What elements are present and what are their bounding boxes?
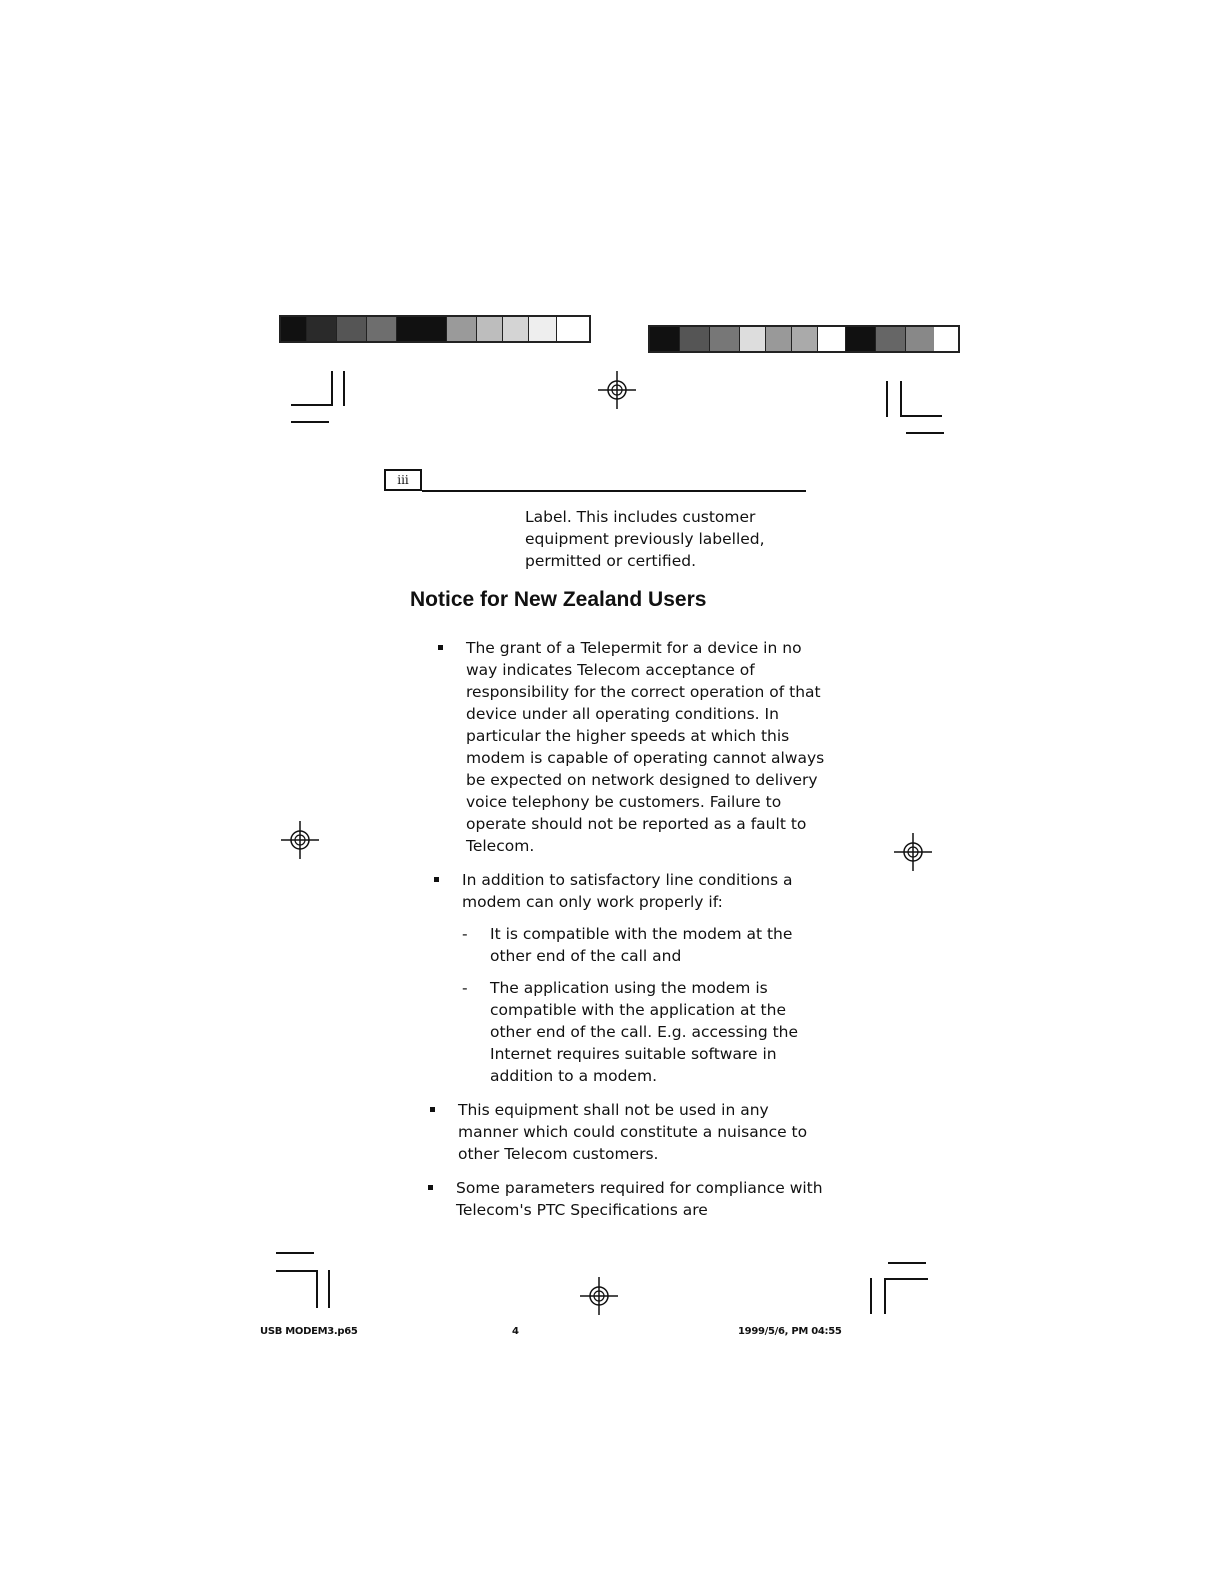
list-item (430, 637, 830, 857)
crop-mark-bottom-right (884, 1278, 928, 1280)
crop-mark-top-left (343, 371, 345, 406)
color-bar-right (648, 325, 960, 353)
sub-list-item (462, 923, 830, 967)
registration-mark-icon (580, 1277, 618, 1315)
crop-mark-top-right (900, 415, 942, 417)
crop-mark-bottom-right (870, 1278, 872, 1314)
crop-mark-top-right (906, 432, 944, 434)
crop-mark-bottom-left (276, 1252, 314, 1254)
crop-mark-bottom-left (276, 1270, 318, 1272)
list-item-text: In addition to satisfactory line conditions a modem can only work properly if: (462, 871, 793, 911)
sub-list-item-text: It is compatible with the modem at the other end of the call and (490, 925, 793, 965)
registration-mark-icon (894, 833, 932, 871)
sub-list-item-text: The application using the modem is compatible with the application at the other end of the call. E.g. accessing the Internet requires suitable software in addition to a modem. (490, 979, 799, 1085)
sub-list-item (462, 977, 830, 1087)
notice-list (430, 637, 830, 1233)
footer-timestamp: 1999/5/6, PM 04:55 (738, 1326, 842, 1337)
dash-icon: - (462, 979, 468, 997)
crop-mark-top-left (291, 404, 333, 406)
sub-list (462, 923, 830, 1087)
crop-mark-bottom-left (316, 1270, 318, 1308)
color-bar-left (279, 315, 591, 343)
list-item (426, 869, 830, 1087)
section-heading: Notice for New Zealand Users (410, 588, 707, 611)
list-item (420, 1177, 830, 1221)
list-item-text: The grant of a Telepermit for a device in no way indicates Telecom acceptance of responsibility for the correct operation of that device under all operating conditions. In particular the higher speeds at which this modem is capable of operating cannot always be expected on network designed to delivery voice telephony be customers. Failure to operate should not be reported as a fault to Telecom. (466, 639, 825, 855)
crop-mark-top-right (886, 381, 888, 417)
list-item-text: This equipment shall not be used in any manner which could constitute a nuisance to other Telecom customers. (458, 1101, 808, 1163)
crop-mark-top-left (331, 371, 333, 406)
bullet-icon (428, 1185, 433, 1190)
dash-icon: - (462, 925, 468, 943)
crop-mark-top-left (291, 421, 329, 423)
crop-mark-bottom-left (328, 1270, 330, 1308)
crop-mark-bottom-right (884, 1278, 886, 1314)
bullet-icon (434, 877, 439, 882)
header-rule (422, 490, 806, 492)
registration-mark-icon (598, 371, 636, 409)
registration-mark-icon (281, 821, 319, 859)
crop-mark-top-right (900, 381, 902, 417)
list-item-text: Some parameters required for compliance with Telecom's PTC Specifications are (456, 1179, 823, 1219)
list-item (422, 1099, 830, 1165)
footer-page-number: 4 (512, 1326, 519, 1337)
page-tag: iii (384, 469, 422, 491)
bullet-icon (438, 645, 443, 650)
footer-filename: USB MODEM3.p65 (260, 1326, 358, 1337)
continuation-paragraph: Label. This includes customer equipment previously labelled, permitted or certified. (525, 508, 765, 570)
bullet-icon (430, 1107, 435, 1112)
crop-mark-bottom-right (888, 1262, 926, 1264)
